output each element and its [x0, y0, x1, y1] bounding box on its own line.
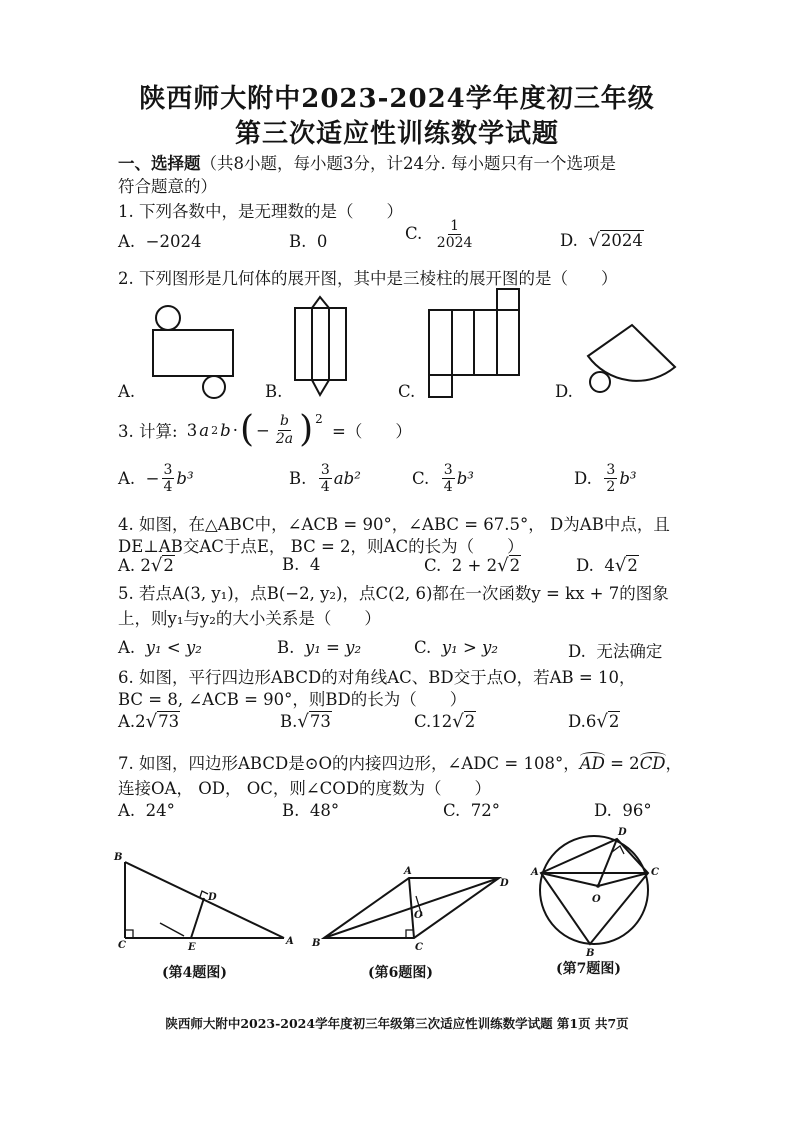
fig4-segment-de — [191, 898, 204, 938]
fig6-caption: (第6题图) — [368, 965, 433, 981]
q3-option-a — [118, 462, 194, 495]
q1-option-d — [560, 230, 644, 251]
fig7-caption: (第7题图) — [556, 961, 621, 977]
q4-option-a-coef: 2 — [140, 556, 151, 575]
fig7-label: D — [618, 827, 627, 838]
q7-option-c-label: C. — [443, 801, 461, 820]
q3-option-d — [574, 462, 637, 495]
q6-option-b-label: B. — [280, 712, 298, 731]
q6-option-d-coef: 6 — [585, 712, 597, 731]
q4-line1: 4. 如图，在△ABC中，∠ACB = 90°，∠ABC = 67.5°， D为AB中点，且 — [118, 515, 670, 534]
q4-option-d-coef: 4 — [604, 556, 615, 575]
q6-line2: BC = 8, ∠ACB = 90°，则BD的长为（ ） — [118, 690, 467, 709]
fig7-center-dot — [596, 884, 600, 888]
fraction-numerator: 1 — [450, 218, 460, 234]
sqrt-icon: √ — [145, 711, 158, 732]
q3-prefix: 3. 计算: — [118, 422, 178, 441]
q7-option-c — [443, 801, 500, 820]
q4-option-a-radicand: 2 — [163, 556, 174, 575]
q5-option-a-value: y₁ < y₂ — [145, 638, 202, 657]
q1-option-d-radicand: 2024 — [600, 231, 643, 250]
q1-stem: 1. 下列各数中，是无理数的是（ ） — [118, 202, 403, 221]
section1-desc2: 符合题意的） — [118, 177, 217, 196]
q1-option-a-label: A. — [118, 232, 136, 251]
q6-option-d-radicand: 2 — [608, 712, 620, 731]
q5-option-c — [414, 638, 498, 657]
q3-option-c-label: C. — [412, 469, 430, 489]
q3-b-var: b — [220, 420, 231, 440]
fig6-label: O — [414, 910, 423, 921]
q3-option-a-tail: b³ — [176, 469, 194, 489]
q5-option-a — [118, 638, 202, 657]
q1-option-a-value: −2024 — [145, 232, 202, 251]
q4-option-d-label: D. — [576, 556, 594, 575]
q4-option-d-radicand: 2 — [627, 556, 638, 575]
q6-option-c-coef: 12 — [431, 712, 453, 731]
q2-option-c: C. — [398, 382, 416, 401]
fig4-label: A — [286, 936, 294, 947]
q1-option-b-value: 0 — [316, 232, 328, 251]
fig7-circle — [540, 836, 648, 944]
fraction-numerator: 3 — [606, 462, 616, 478]
q1-option-b — [289, 232, 327, 251]
q5-option-b-label: B. — [277, 638, 295, 657]
q5-option-b-value: y₁ = y₂ — [304, 638, 362, 657]
q5-option-d-label: D. — [568, 642, 586, 661]
fig6-label: B — [312, 938, 321, 949]
q6-option-a-coef: 2 — [135, 712, 146, 731]
q7-option-a-value: 24° — [145, 801, 175, 820]
q3-option-d-label: D. — [574, 469, 592, 489]
fig4-triangle-diagram — [112, 840, 312, 960]
q7-line2: 连接OA， OD， OC，则∠COD的度数为（ ） — [118, 779, 492, 798]
q3-a-exp: 2 — [211, 423, 219, 437]
fig6-label: A — [404, 866, 412, 877]
section1-desc1: （共8小题，每小题3分，计24分. 每小题只有一个选项是 — [200, 154, 616, 173]
q5-option-d-value: 无法确定 — [596, 642, 663, 661]
fig7-label: O — [592, 894, 601, 905]
page-footer: 陕西师大附中2023-2024学年度初三年级第三次适应性训练数学试题 第1页 共7页 — [165, 1016, 629, 1031]
fig6-diagonal-bd — [324, 878, 499, 938]
q5-option-c-label: C. — [414, 638, 432, 657]
q5-option-d — [568, 638, 662, 662]
q2-option-d: D. — [555, 382, 573, 401]
q7-arc-ad: AD — [579, 754, 605, 773]
q2a-bottom-circle — [203, 376, 225, 398]
fig7-circle-diagram — [530, 822, 680, 959]
q4-option-c-prefix: 2 + 2 — [451, 556, 498, 575]
q6-option-a — [118, 711, 180, 732]
sqrt-icon: √ — [596, 711, 608, 732]
q2-option-a: A. — [118, 382, 136, 401]
q6-option-c-radicand: 2 — [464, 712, 476, 731]
section1-title: 一、选择题 — [118, 154, 201, 173]
q4-option-a-label: A. — [118, 556, 136, 575]
q1-option-c-fraction — [435, 218, 475, 251]
q7-line1-post: ， — [665, 754, 683, 773]
q3-option-c — [412, 462, 474, 495]
fraction-denominator: 2024 — [436, 235, 473, 252]
q4-option-a — [118, 555, 175, 576]
q7-arc-cd: CD — [639, 754, 666, 773]
fig6-label: C — [415, 942, 423, 953]
q3-equals: =（ ） — [332, 422, 412, 441]
q3-lead: 3 — [186, 420, 198, 440]
q6-option-b — [280, 711, 332, 732]
q3-outer-exp: 2 — [315, 412, 323, 426]
q3-option-b-label: B. — [289, 469, 307, 489]
q4-line2: DE⊥AB交AC于点E， BC = 2，则AC的长为（ ） — [118, 537, 524, 556]
q3-option-d-fraction — [604, 462, 617, 495]
fraction-denominator: 2 — [606, 479, 616, 496]
q3-neg: − — [256, 420, 270, 440]
q4-option-c-radicand: 2 — [509, 556, 521, 575]
q7-option-d — [594, 801, 652, 820]
fraction-denominator: 4 — [443, 479, 453, 496]
q2c-bottom-square — [429, 375, 452, 397]
fig4-extra-mark — [160, 923, 184, 936]
q1-option-a — [118, 232, 202, 251]
q2b-top-triangle — [312, 297, 329, 308]
fig7-radius-oc — [598, 873, 648, 886]
q3-option-c-fraction — [442, 462, 455, 495]
exam-title-line1: 陕西师大附中2023-2024学年度初三年级 — [139, 84, 655, 114]
q3-option-b-fraction — [319, 462, 332, 495]
q7-option-d-label: D. — [594, 801, 612, 820]
q3-option-b — [289, 462, 361, 495]
q4-option-c — [424, 555, 521, 576]
q7-line1 — [118, 750, 682, 774]
q6-option-d-label: D. — [568, 712, 586, 731]
fig4-label: B — [114, 852, 123, 863]
left-paren-icon: ( — [239, 409, 254, 450]
q7-line1-pre: 7. 如图，四边形ABCD是⊙O的内接四边形，∠ADC = 108°， — [118, 754, 580, 773]
q6-option-d — [568, 711, 620, 732]
fig7-label: C — [651, 867, 659, 878]
q2-option-b: B. — [265, 382, 283, 401]
fig7-label: B — [586, 948, 595, 959]
q3-option-a-label: A. — [118, 469, 136, 489]
fig4-right-angle-c — [125, 930, 133, 938]
q3-stem: 3. 计算: 3 a 2 b · ( − $\frac{b}{2a}$ ) $^2$ =（ ） — [118, 409, 412, 450]
section1-heading — [118, 150, 616, 174]
q5-line2: 上，则y₁与y₂的大小关系是（ ） — [118, 609, 381, 628]
q7-option-c-value: 72° — [470, 801, 501, 820]
q7-option-d-value: 96° — [622, 801, 652, 820]
fig4-label: C — [118, 940, 126, 951]
fraction-numerator: 3 — [320, 462, 330, 478]
sqrt-icon: √ — [588, 230, 600, 251]
sqrt-icon: √ — [497, 555, 509, 576]
q3-fraction — [274, 413, 295, 446]
q7-arc-eq: = 2 — [604, 754, 640, 773]
fig6-label: D — [500, 878, 509, 889]
q7-option-b-label: B. — [282, 801, 300, 820]
right-paren-icon: ) — [299, 409, 314, 450]
q3-option-c-tail: b³ — [456, 469, 474, 489]
sqrt-icon: √ — [297, 711, 309, 732]
fig4-caption: (第4题图) — [162, 965, 227, 981]
q2-stem: 2. 下列图形是几何体的展开图，其中是三棱柱的展开图的是（ ） — [118, 269, 618, 288]
sqrt-icon: √ — [150, 555, 163, 576]
q3-option-a-sign: − — [145, 469, 160, 489]
q6-option-b-radicand: 73 — [309, 712, 331, 731]
q1-option-d-label: D. — [560, 231, 578, 250]
fig4-label: E — [188, 942, 196, 953]
q6-line1: 6. 如图，平行四边形ABCD的对角线AC、BD交于点O，若AB = 10， — [118, 668, 636, 687]
q1-option-c — [405, 218, 476, 251]
q6-option-a-radicand: 73 — [158, 712, 180, 731]
fig4-right-angle-d — [200, 891, 208, 897]
q2c-top-square — [497, 289, 519, 310]
sqrt-icon: √ — [614, 555, 627, 576]
q2d-circle — [590, 372, 610, 392]
fraction-denominator: 4 — [163, 479, 173, 496]
q6-option-c — [414, 711, 476, 732]
q4-option-c-label: C. — [424, 556, 442, 575]
q4-option-b-value: 4 — [309, 555, 321, 574]
q6-option-a-label: A. — [118, 712, 136, 731]
q6-option-c-label: C. — [414, 712, 432, 731]
fraction-denominator: 2a — [275, 430, 294, 447]
q5-line1: 5. 若点A(3, y₁)，点B(−2, y₂)，点C(2, 6)都在一次函数y = kx + 7的图象 — [118, 584, 669, 603]
q7-option-a — [118, 801, 175, 820]
q3-option-b-tail: ab² — [333, 469, 361, 489]
q1-option-b-label: B. — [289, 232, 307, 251]
q4-option-b-label: B. — [282, 555, 300, 574]
fraction-numerator: 3 — [443, 462, 453, 478]
fig6-parallelogram-diagram — [310, 840, 530, 960]
fig7-label: A — [531, 867, 539, 878]
q3-option-a-fraction — [162, 462, 175, 495]
fig4-side-ab — [125, 862, 284, 938]
q2a-rectangle — [153, 330, 233, 376]
q5-option-c-value: y₁ > y₂ — [441, 638, 498, 657]
exam-title-line2: 第三次适应性训练数学试题 — [234, 119, 559, 149]
fraction-numerator: b — [279, 413, 289, 430]
fraction-denominator: 4 — [320, 479, 330, 496]
q7-option-b — [282, 801, 339, 820]
q2a-top-circle — [156, 306, 180, 330]
fraction-numerator: 3 — [163, 462, 173, 478]
q4-option-b — [282, 555, 320, 574]
q3-a-var: a — [199, 420, 210, 440]
q4-option-d — [576, 555, 639, 576]
fig4-label: D — [208, 892, 217, 903]
q2b-rectangle — [295, 308, 346, 380]
q1-option-c-label: C. — [405, 224, 423, 244]
q5-option-a-label: A. — [118, 638, 136, 657]
q3-option-d-tail: b³ — [619, 469, 637, 489]
q7-option-a-label: A. — [118, 801, 136, 820]
q7-option-b-value: 48° — [309, 801, 340, 820]
q2b-bottom-triangle — [312, 380, 329, 395]
sqrt-icon: √ — [452, 711, 464, 732]
q5-option-b — [277, 638, 361, 657]
